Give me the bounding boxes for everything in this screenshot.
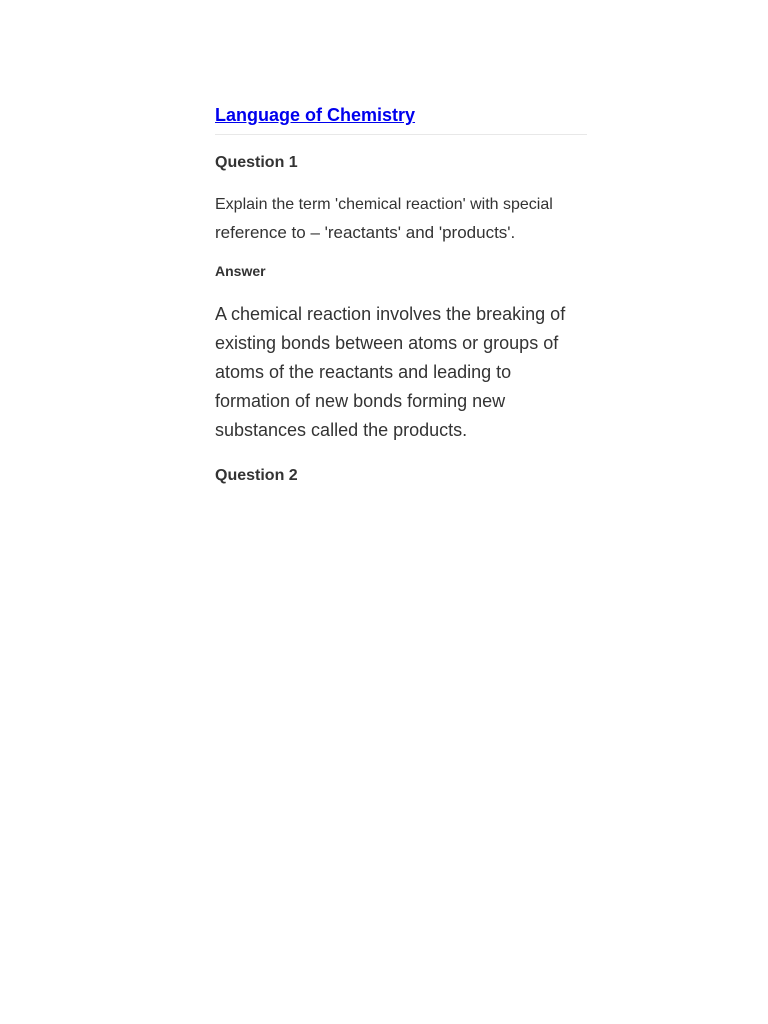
answer-1-label: Answer [215, 263, 266, 279]
question-2-heading: Question 2 [215, 467, 298, 484]
question-1-text-line-2: reference to – 'reactants' and 'products'. [215, 223, 516, 242]
answer-1-text: A chemical reaction involves the breaking of existing bonds between atoms or groups of atoms of the reactants and leading to formation of new bonds forming new substances called the products. [215, 304, 566, 440]
article-title-link[interactable]: Language of Chemistry [215, 105, 416, 125]
question-1-heading: Question 1 [215, 154, 298, 171]
title-divider [215, 134, 587, 135]
question-1-text [215, 191, 587, 248]
question-1-text-line-1: Explain the term 'chemical reaction' with special [215, 196, 553, 213]
article [215, 102, 587, 487]
